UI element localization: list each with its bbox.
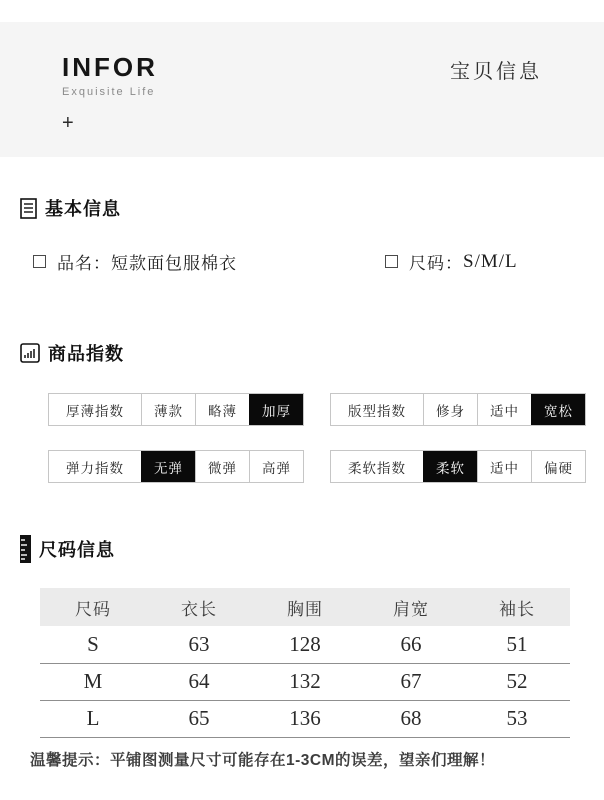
softness-option: 偏硬	[531, 451, 585, 482]
measurement-note: 温馨提示：平铺图测量尺寸可能存在1-3CM的误差，望亲们理解！	[30, 752, 496, 769]
col-header-length: 衣长	[146, 588, 252, 626]
size-info-section-header	[20, 535, 115, 563]
table-row	[40, 700, 570, 737]
cell-bust: 136	[252, 700, 358, 737]
cell-bust: 128	[252, 626, 358, 663]
elasticity-index-label: 弹力指数	[66, 460, 124, 476]
thickness-option: 薄款	[141, 394, 195, 425]
cell-size: M	[40, 663, 146, 700]
fit-option: 修身	[423, 394, 477, 425]
product-index-section-header	[20, 340, 124, 366]
cell-length: 63	[146, 626, 252, 663]
elasticity-option: 高弹	[249, 451, 303, 482]
thickness-index-table	[48, 393, 304, 426]
cell-sleeve: 51	[464, 626, 570, 663]
cell-length: 64	[146, 663, 252, 700]
basic-info-section-header	[20, 195, 121, 221]
softness-option-selected: 柔软	[423, 451, 477, 482]
checkbox-icon	[33, 255, 46, 268]
thickness-option-selected: 加厚	[249, 394, 303, 425]
thickness-option: 略薄	[195, 394, 249, 425]
product-index-title: 商品指数	[48, 344, 124, 364]
elasticity-option: 微弹	[195, 451, 249, 482]
cell-shoulder: 68	[358, 700, 464, 737]
table-row	[40, 663, 570, 700]
size-chart-table	[40, 588, 570, 738]
size-info-title: 尺码信息	[39, 540, 115, 560]
cell-length: 65	[146, 700, 252, 737]
cell-sleeve: 52	[464, 663, 570, 700]
size-label: 尺码：	[409, 254, 463, 273]
softness-index-table	[330, 450, 586, 483]
cell-shoulder: 66	[358, 626, 464, 663]
index-row-2	[48, 450, 586, 483]
brand-logo: INFOR	[62, 52, 158, 82]
elasticity-index-table	[48, 450, 304, 483]
col-header-size: 尺码	[40, 588, 146, 626]
col-header-sleeve: 袖长	[464, 588, 570, 626]
product-name-label: 品名：	[57, 254, 111, 273]
cell-shoulder: 67	[358, 663, 464, 700]
col-header-shoulder: 肩宽	[358, 588, 464, 626]
ruler-icon	[20, 535, 31, 563]
col-header-bust: 胸围	[252, 588, 358, 626]
product-name-field	[33, 249, 237, 274]
elasticity-option-selected: 无弹	[141, 451, 195, 482]
header-banner	[0, 22, 604, 157]
plus-icon: +	[62, 112, 74, 134]
size-table-header-row	[40, 588, 570, 626]
fit-index-label: 版型指数	[348, 403, 406, 419]
fit-option: 适中	[477, 394, 531, 425]
cell-sleeve: 53	[464, 700, 570, 737]
thickness-index-label: 厚薄指数	[66, 403, 124, 419]
size-field	[385, 249, 518, 274]
cell-size: L	[40, 700, 146, 737]
cell-size: S	[40, 626, 146, 663]
checkbox-icon	[385, 255, 398, 268]
fit-option-selected: 宽松	[531, 394, 585, 425]
size-value: S/M/L	[463, 250, 518, 272]
table-row	[40, 626, 570, 663]
bar-chart-icon	[20, 343, 40, 363]
cell-bust: 132	[252, 663, 358, 700]
page-title: 宝贝信息	[450, 61, 542, 83]
basic-info-title: 基本信息	[45, 199, 121, 219]
softness-option: 适中	[477, 451, 531, 482]
header-right	[450, 55, 542, 102]
brand-block	[62, 52, 158, 135]
document-icon	[20, 198, 37, 219]
brand-tagline: Exquisite Life	[62, 86, 156, 98]
softness-index-label: 柔软指数	[348, 460, 406, 476]
fit-index-table	[330, 393, 586, 426]
product-name-value: 短款面包服棉衣	[111, 254, 237, 273]
index-row-1	[48, 393, 586, 426]
